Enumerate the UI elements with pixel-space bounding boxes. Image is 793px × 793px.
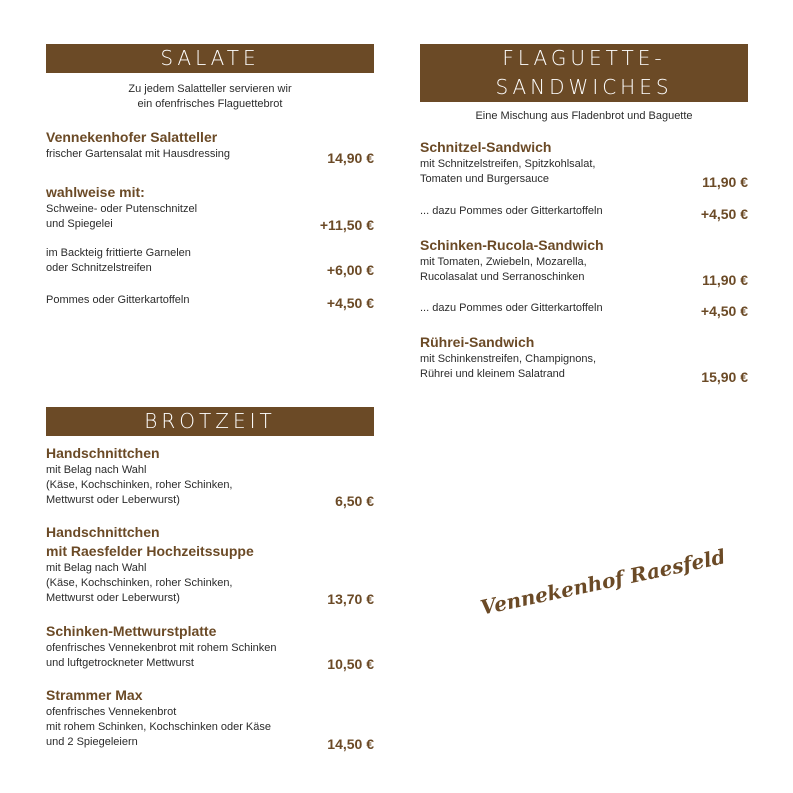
flaguette-intro: Eine Mischung aus Fladenbrot und Baguette bbox=[475, 110, 693, 122]
flaguette-item-schinken-rucola bbox=[420, 236, 748, 288]
item-desc: Schweine- oder Putenschnitzel bbox=[46, 203, 198, 215]
item-title: Rührei-Sandwich bbox=[420, 334, 535, 350]
flaguette-item-schnitzel bbox=[420, 138, 748, 190]
item-desc: mit rohem Schinken, Kochschinken oder Käse bbox=[46, 721, 272, 733]
item-desc: mit Belag nach Wahl bbox=[46, 464, 147, 476]
item-desc: mit Schinkenstreifen, Champignons, bbox=[420, 353, 597, 365]
item-desc: (Käse, Kochschinken, roher Schinken, bbox=[46, 577, 233, 589]
item-price: 15,90 € bbox=[701, 369, 748, 385]
item-price: 14,50 € bbox=[327, 736, 374, 752]
item-desc: und 2 Spiegeleiern bbox=[46, 736, 138, 748]
item-desc: Rucolasalat und Serranoschinken bbox=[420, 271, 585, 283]
item-price: 10,50 € bbox=[327, 656, 374, 672]
salate-intro: Zu jedem Salatteller servieren wir ein ofenfrisches Flaguettebrot bbox=[128, 83, 292, 110]
flaguette-item-ruehrei bbox=[420, 333, 748, 385]
item-desc: (Käse, Kochschinken, roher Schinken, bbox=[46, 479, 233, 491]
salate-item-pommes bbox=[46, 293, 374, 311]
item-title: Schnitzel-Sandwich bbox=[420, 139, 552, 155]
item-desc: und luftgetrockneter Mettwurst bbox=[46, 657, 194, 669]
item-desc: und Spiegelei bbox=[46, 218, 113, 230]
item-title: Schinken-Rucola-Sandwich bbox=[420, 237, 604, 253]
item-price: 6,50 € bbox=[335, 493, 374, 509]
item-title: Strammer Max bbox=[46, 687, 143, 703]
item-title: mit Raesfelder Hochzeitssuppe bbox=[46, 543, 254, 559]
brotzeit-item-handschnittchen bbox=[46, 444, 374, 509]
item-desc: ... dazu Pommes oder Gitterkartoffeln bbox=[420, 302, 603, 314]
item-title: wahlweise mit: bbox=[46, 184, 145, 200]
item-price: 11,90 € bbox=[702, 174, 748, 190]
item-price: 11,90 € bbox=[702, 272, 748, 288]
item-price: 14,90 € bbox=[327, 150, 374, 166]
item-desc: ofenfrisches Vennekenbrot bbox=[46, 706, 177, 718]
item-title: Handschnittchen bbox=[46, 524, 160, 540]
item-price: 13,70 € bbox=[327, 591, 374, 607]
item-price: +4,50 € bbox=[700, 303, 748, 319]
salate-item-garnelen bbox=[46, 246, 374, 278]
item-desc: Tomaten und Burgersauce bbox=[420, 173, 550, 185]
item-desc: Mettwurst oder Leberwurst) bbox=[46, 494, 180, 506]
item-price: +4,50 € bbox=[326, 295, 374, 311]
brotzeit-item-mettwurstplatte bbox=[46, 622, 374, 672]
flaguette-header: FLAGUETTE- SANDWICHES bbox=[420, 44, 748, 102]
brotzeit-header: BROTZEIT bbox=[46, 407, 374, 436]
item-desc: im Backteig frittierte Garnelen bbox=[46, 247, 191, 259]
brotzeit-section bbox=[46, 407, 374, 757]
item-price: +11,50 € bbox=[319, 217, 374, 233]
item-desc: mit Tomaten, Zwiebeln, Mozarella, bbox=[420, 256, 587, 268]
item-desc: mit Belag nach Wahl bbox=[46, 562, 147, 574]
item-desc: frischer Gartensalat mit Hausdressing bbox=[46, 148, 231, 160]
brotzeit-item-strammer-max bbox=[46, 686, 374, 752]
item-desc: Rührei und kleinem Salatrand bbox=[420, 368, 565, 380]
item-desc: ofenfrisches Vennekenbrot mit rohem Schinken bbox=[46, 642, 277, 654]
item-price: +4,50 € bbox=[700, 206, 748, 222]
signature-logo: Vennekenhof Raesfeld bbox=[478, 544, 728, 620]
flaguette-item-pommes-1 bbox=[420, 204, 748, 222]
flaguette-item-pommes-2 bbox=[420, 301, 748, 319]
salate-item-wahlweise bbox=[46, 183, 374, 233]
flaguette-section bbox=[420, 44, 748, 389]
item-title: Schinken-Mettwurstplatte bbox=[46, 623, 217, 639]
item-desc: Pommes oder Gitterkartoffeln bbox=[46, 294, 190, 306]
salate-section bbox=[46, 44, 374, 344]
item-price: +6,00 € bbox=[326, 262, 374, 278]
salate-item-salatteller bbox=[46, 128, 374, 166]
item-desc: ... dazu Pommes oder Gitterkartoffeln bbox=[420, 205, 603, 217]
salate-header: SALATE bbox=[46, 44, 374, 73]
item-desc: mit Schnitzelstreifen, Spitzkohlsalat, bbox=[420, 158, 596, 170]
item-title: Vennekenhofer Salatteller bbox=[46, 129, 218, 145]
item-desc: oder Schnitzelstreifen bbox=[46, 262, 152, 274]
item-title: Handschnittchen bbox=[46, 445, 160, 461]
brotzeit-item-hochzeitssuppe bbox=[46, 523, 374, 607]
item-desc: Mettwurst oder Leberwurst) bbox=[46, 592, 180, 604]
